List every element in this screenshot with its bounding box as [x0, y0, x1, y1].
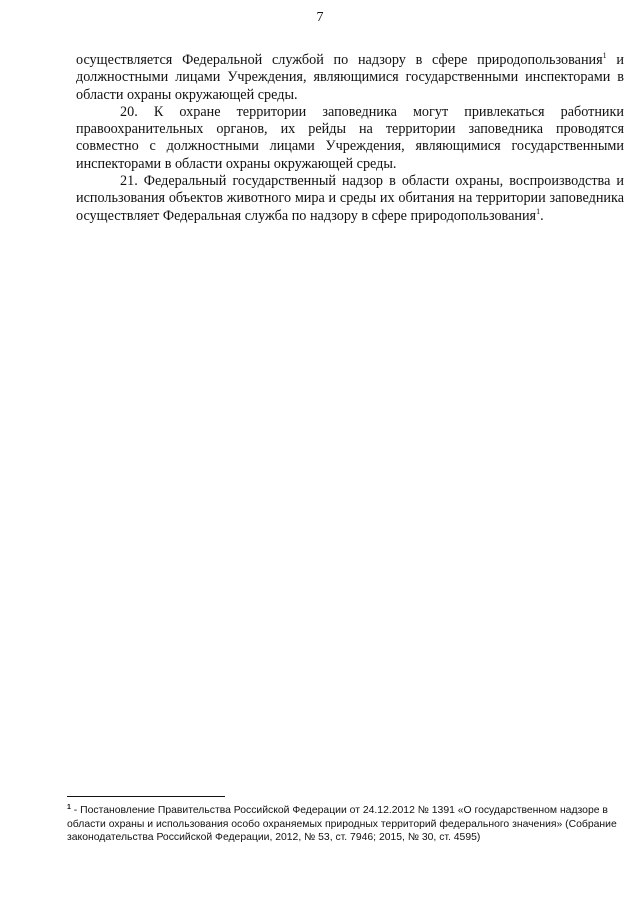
footnote-separator [67, 796, 225, 797]
footnote-reference: 1 [536, 206, 541, 216]
paragraph-continuation-text-a: осуществляется Федеральной службой по надзору в сфере природопользования [76, 52, 603, 68]
footnote-marker: 1 [67, 804, 71, 811]
footnote-reference: 1 [602, 51, 607, 60]
paragraph-21-text-a: 21. Федеральный государственный надзор в области охраны, воспроизводства и использования объектов животного мира и среды их обитания на территории заповедника осуществляет Федеральная служба по надзору в сфере природопользования [76, 173, 624, 224]
paragraph-continuation [76, 52, 624, 104]
paragraph-20: 20. К охране территории заповедника могут привлекаться работники правоохранительных органов, их рейды на территории заповедника проводятся совместно с должностными лицами Учреждения, являющимися государственными инспекторами в области охраны окружающей среды. [76, 103, 624, 172]
document-body [76, 52, 624, 225]
paragraph-21 [76, 173, 624, 225]
paragraph-21-text-b: . [540, 207, 544, 224]
footnote [67, 804, 623, 845]
page-number: 7 [316, 10, 324, 25]
paragraph-continuation-text-b: и должностными лицами Учреждения, являющимися государственными инспекторами в области охраны окружающей среды. [76, 52, 625, 103]
footnote-text: - Постановление Правительства Российской Федерации от 24.12.2012 № 1391 «О государственном надзоре в области охраны и использования особо охраняемых природных территорий федерального значения» (Собрание законодательства Российской Федерации, 2012, № 53, ст. 7946; 2015, № 30, ст. 4595) [67, 805, 617, 844]
